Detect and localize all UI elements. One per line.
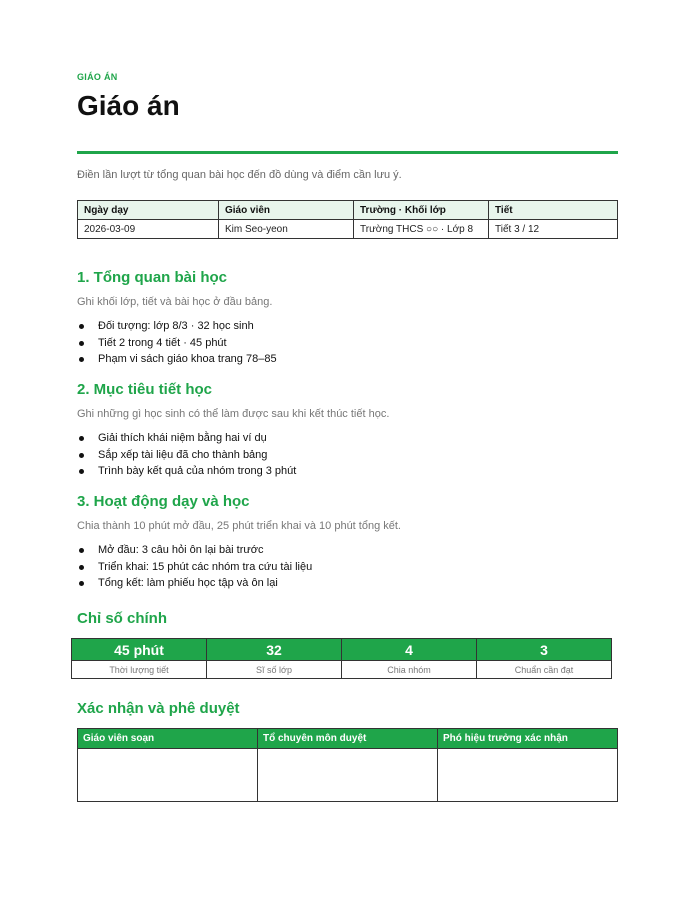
metric-label-standards: Chuẩn cần đạt [477, 661, 612, 679]
metric-label-groups: Chia nhóm [342, 661, 477, 679]
meta-value-teacher: Kim Seo-yeon [219, 220, 354, 239]
signature-box-vice-principal[interactable] [438, 749, 618, 802]
metric-value-class-size: 32 [207, 639, 342, 661]
signature-box-department[interactable] [258, 749, 438, 802]
approval-heading: Xác nhận và phê duyệt [77, 700, 240, 717]
list-item: Phạm vi sách giáo khoa trang 78–85 [77, 351, 277, 368]
meta-table [77, 200, 618, 239]
meta-header-date: Ngày dạy [78, 201, 219, 220]
page-title: Giáo án [77, 90, 180, 121]
approval-header-row [78, 729, 618, 749]
bullet-list-overview [77, 318, 277, 368]
metrics-table [71, 638, 612, 679]
metric-label-class-size: Sĩ số lớp [207, 661, 342, 679]
list-item: Mở đầu: 3 câu hỏi ôn lại bài trước [77, 542, 312, 559]
meta-header-period: Tiết [489, 201, 618, 220]
approval-signature-row [78, 749, 618, 802]
metrics-label-row [72, 661, 612, 679]
list-item: Giải thích khái niệm bằng hai ví dụ [77, 430, 296, 447]
list-item: Tổng kết: làm phiếu học tập và ôn lại [77, 575, 312, 592]
metric-value-duration: 45 phút [72, 639, 207, 661]
approval-table [77, 728, 618, 802]
meta-header-row [78, 201, 618, 220]
metrics-value-row [72, 639, 612, 661]
approval-header-author: Giáo viên soạn [78, 729, 258, 749]
meta-header-teacher: Giáo viên [219, 201, 354, 220]
metric-value-groups: 4 [342, 639, 477, 661]
metric-value-standards: 3 [477, 639, 612, 661]
list-item: Sắp xếp tài liệu đã cho thành bảng [77, 447, 296, 464]
intro-text: Điền lần lượt từ tổng quan bài học đến đồ dùng và điểm cần lưu ý. [77, 169, 402, 181]
list-item: Tiết 2 trong 4 tiết · 45 phút [77, 335, 277, 352]
list-item: Đối tượng: lớp 8/3 · 32 học sinh [77, 318, 277, 335]
meta-header-school: Trường · Khối lớp [354, 201, 489, 220]
bullet-list-objectives [77, 430, 296, 480]
approval-header-department: Tổ chuyên môn duyệt [258, 729, 438, 749]
meta-value-school: Trường THCS ○○ · Lớp 8 [354, 220, 489, 239]
section-heading-objectives: 2. Mục tiêu tiết học [77, 381, 213, 398]
section-hint-overview: Ghi khối lớp, tiết và bài học ở đầu bảng. [77, 296, 273, 308]
list-item: Triển khai: 15 phút các nhóm tra cứu tài liệu [77, 559, 312, 576]
eyebrow-label: GIÁO ÁN [77, 72, 118, 82]
section-heading-activities: 3. Hoạt động dạy và học [77, 493, 250, 510]
section-heading-overview: 1. Tổng quan bài học [77, 269, 227, 286]
meta-value-period: Tiết 3 / 12 [489, 220, 618, 239]
metric-label-duration: Thời lượng tiết [72, 661, 207, 679]
list-item: Trình bày kết quả của nhóm trong 3 phút [77, 463, 296, 480]
section-hint-activities: Chia thành 10 phút mở đầu, 25 phút triển khai và 10 phút tổng kết. [77, 520, 401, 532]
approval-header-vice-principal: Phó hiệu trưởng xác nhận [438, 729, 618, 749]
bullet-list-activities [77, 542, 312, 592]
metrics-heading: Chỉ số chính [77, 610, 167, 627]
title-divider [77, 151, 618, 154]
meta-value-row [78, 220, 618, 239]
meta-value-date: 2026-03-09 [78, 220, 219, 239]
section-hint-objectives: Ghi những gì học sinh có thể làm được sau khi kết thúc tiết học. [77, 408, 390, 420]
signature-box-author[interactable] [78, 749, 258, 802]
